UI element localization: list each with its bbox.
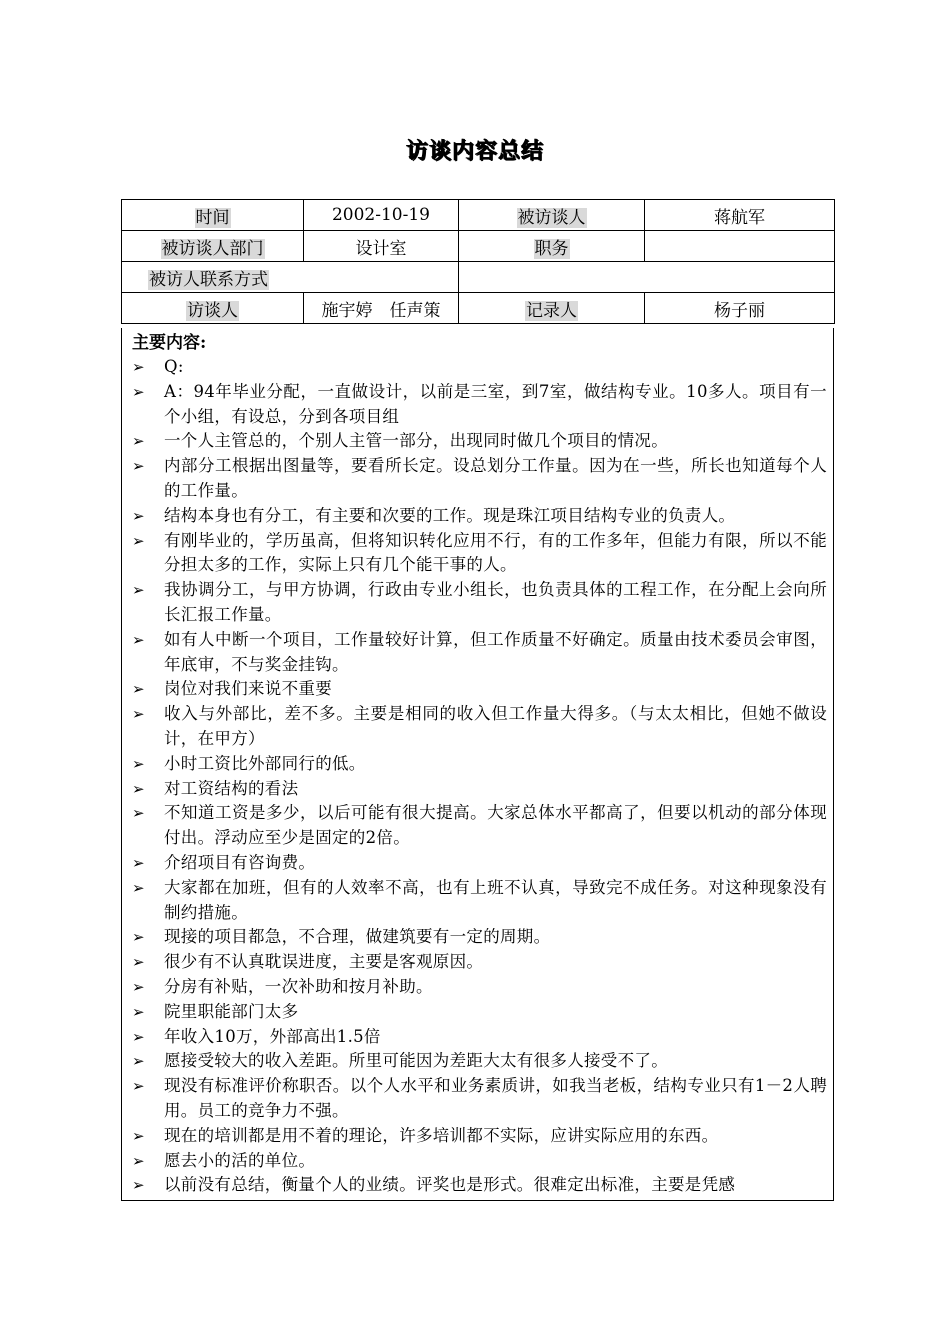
- list-item-text: 一个人主管总的，个别人主管一部分，出现同时做几个项目的情况。: [164, 431, 668, 451]
- arrow-bullet-icon: ➢: [132, 531, 145, 550]
- list-item-text: 岗位对我们来说不重要: [164, 679, 332, 699]
- list-item: [122, 876, 833, 926]
- list-item-text: 对工资结构的看法: [164, 778, 299, 798]
- arrow-bullet-icon: ➢: [132, 506, 145, 525]
- arrow-bullet-icon: ➢: [132, 1077, 145, 1096]
- table-row: [122, 293, 835, 324]
- list-item: [122, 925, 833, 950]
- list-item: [122, 504, 833, 529]
- recorder-value: 杨子丽: [645, 293, 835, 324]
- arrow-bullet-icon: ➢: [132, 928, 145, 947]
- table-row: [122, 231, 835, 262]
- list-item-text: 现在的培训都是用不着的理论，许多培训都不实际，应讲实际应用的东西。: [164, 1125, 719, 1145]
- arrow-bullet-icon: ➢: [132, 779, 145, 798]
- arrow-bullet-icon: ➢: [132, 977, 145, 996]
- position-label-cell: [459, 231, 645, 262]
- list-item-text: 介绍项目有咨询费。: [164, 852, 316, 872]
- contact-label-cell: [122, 262, 459, 293]
- interviewee-label-cell: [459, 200, 645, 231]
- list-item: [122, 529, 833, 579]
- arrow-bullet-icon: ➢: [132, 804, 145, 823]
- content-heading: 主要内容:: [132, 333, 207, 353]
- dept-label: 被访谈人部门: [161, 238, 264, 259]
- list-item: [122, 1025, 833, 1050]
- list-item: [122, 950, 833, 975]
- arrow-bullet-icon: ➢: [132, 432, 145, 451]
- list-item: [122, 454, 833, 504]
- list-item-text: 大家都在加班，但有的人效率不高，也有上班不认真，导致完不成任务。对这种现象没有制约措施。: [164, 877, 827, 922]
- list-item-text: 院里职能部门太多: [164, 1001, 299, 1021]
- contact-label: 被访人联系方式: [149, 269, 268, 290]
- list-item-text: 不知道工资是多少，以后可能有很大提高。大家总体水平都高了，但要以机动的部分体现付出。浮动应至少是固定的2倍。: [164, 803, 827, 848]
- recorder-label-cell: [459, 293, 645, 324]
- table-row: [122, 200, 835, 231]
- list-item: [122, 429, 833, 454]
- list-item: [122, 1049, 833, 1074]
- list-item: [122, 851, 833, 876]
- list-item-text: 很少有不认真耽误进度，主要是客观原因。: [164, 952, 484, 972]
- arrow-bullet-icon: ➢: [132, 1002, 145, 1021]
- list-item: [122, 578, 833, 628]
- arrow-bullet-icon: ➢: [132, 1176, 145, 1195]
- arrow-bullet-icon: ➢: [132, 754, 145, 773]
- list-item: [122, 777, 833, 802]
- list-item: [122, 975, 833, 1000]
- list-item-text: 分房有补贴，一次补助和按月补助。: [164, 976, 433, 996]
- dept-label-cell: [122, 231, 304, 262]
- list-item-text: 内部分工根据出图量等，要看所长定。设总划分工作量。因为在一些，所长也知道每个人的工作量。: [164, 456, 827, 500]
- recorder-label: 记录人: [526, 300, 577, 321]
- page-title: 访谈内容总结: [405, 139, 544, 164]
- list-item-text: 愿接受较大的收入差距。所里可能因为差距大太有很多人接受不了。: [164, 1051, 668, 1071]
- list-item: [122, 702, 833, 752]
- arrow-bullet-icon: ➢: [132, 630, 145, 649]
- list-item-text: Q:: [164, 357, 184, 376]
- arrow-bullet-icon: ➢: [132, 853, 145, 872]
- list-item-text: 以前没有总结，衡量个人的业绩。评奖也是形式。很难定出标准，主要是凭感: [164, 1175, 736, 1195]
- list-item: [122, 1124, 833, 1149]
- list-item-text: 现接的项目都急，不合理，做建筑要有一定的周期。: [164, 927, 551, 947]
- table-row: [122, 262, 835, 293]
- arrow-bullet-icon: ➢: [132, 705, 145, 724]
- arrow-bullet-icon: ➢: [132, 382, 145, 401]
- interviewer-label-cell: [122, 293, 304, 324]
- arrow-bullet-icon: ➢: [132, 1126, 145, 1145]
- list-item: [122, 1000, 833, 1025]
- list-item: [122, 752, 833, 777]
- dept-value: 设计室: [304, 231, 459, 262]
- time-label: 时间: [195, 207, 230, 228]
- list-item-text: 愿去小的活的单位。: [164, 1150, 316, 1170]
- arrow-bullet-icon: ➢: [132, 680, 145, 699]
- interviewer-value: 施宇婷 任声策: [304, 293, 459, 324]
- interviewee-value: 蒋航军: [645, 200, 835, 231]
- contact-value: [459, 262, 835, 293]
- list-item-text: 结构本身也有分工，有主要和次要的工作。现是珠江项目结构专业的负责人。: [164, 505, 736, 525]
- position-value: [645, 231, 835, 262]
- list-item: [122, 801, 833, 851]
- content-list: [122, 355, 833, 1198]
- list-item: [122, 1074, 833, 1124]
- interviewer-label: 访谈人: [187, 300, 238, 321]
- arrow-bullet-icon: ➢: [132, 457, 145, 476]
- list-item: [122, 380, 833, 430]
- time-value: 2002-10-19: [304, 200, 459, 231]
- list-item: [122, 628, 833, 678]
- arrow-bullet-icon: ➢: [132, 1052, 145, 1071]
- list-item-text: 有刚毕业的，学历虽高，但将知识转化应用不行，有的工作多年，但能力有限，所以不能分担太多的工作，实际上只有几个能干事的人。: [164, 530, 827, 575]
- list-item: [122, 1173, 833, 1198]
- list-item-text: 我协调分工，与甲方协调，行政由专业小组长，也负责具体的工程工作，在分配上会向所长汇报工作量。: [164, 580, 827, 624]
- list-item: [122, 355, 833, 380]
- arrow-bullet-icon: ➢: [132, 878, 145, 897]
- list-item-text: 收入与外部比，差不多。主要是相同的收入但工作量大得多。（与太太相比，但她不做设计，在甲方）: [164, 704, 827, 748]
- list-item-text: 现没有标准评价称职否。以个人水平和业务素质讲，如我当老板，结构专业只有1－2人聘用。员工的竞争力不强。: [164, 1076, 827, 1120]
- arrow-bullet-icon: ➢: [132, 581, 145, 600]
- list-item-text: 小时工资比外部同行的低。: [164, 753, 366, 773]
- arrow-bullet-icon: ➢: [132, 358, 145, 376]
- list-item-text: A：94年毕业分配，一直做设计，以前是三室，到7室，做结构专业。10多人。项目有一个小组，有设总，分到各项目组: [164, 381, 827, 426]
- arrow-bullet-icon: ➢: [132, 1027, 145, 1046]
- list-item-text: 年收入10万，外部高出1.5倍: [164, 1026, 381, 1046]
- main-content: [121, 328, 834, 1201]
- list-item: [122, 677, 833, 702]
- interviewee-label: 被访谈人: [517, 207, 586, 228]
- time-label-cell: [122, 200, 304, 231]
- list-item-text: 如有人中断一个项目，工作量较好计算，但工作质量不好确定。质量由技术委员会审图，年底审，不与奖金挂钩。: [164, 629, 827, 674]
- arrow-bullet-icon: ➢: [132, 953, 145, 972]
- list-item: [122, 1149, 833, 1174]
- arrow-bullet-icon: ➢: [132, 1151, 145, 1170]
- position-label: 职务: [534, 238, 569, 259]
- info-table: [121, 199, 835, 324]
